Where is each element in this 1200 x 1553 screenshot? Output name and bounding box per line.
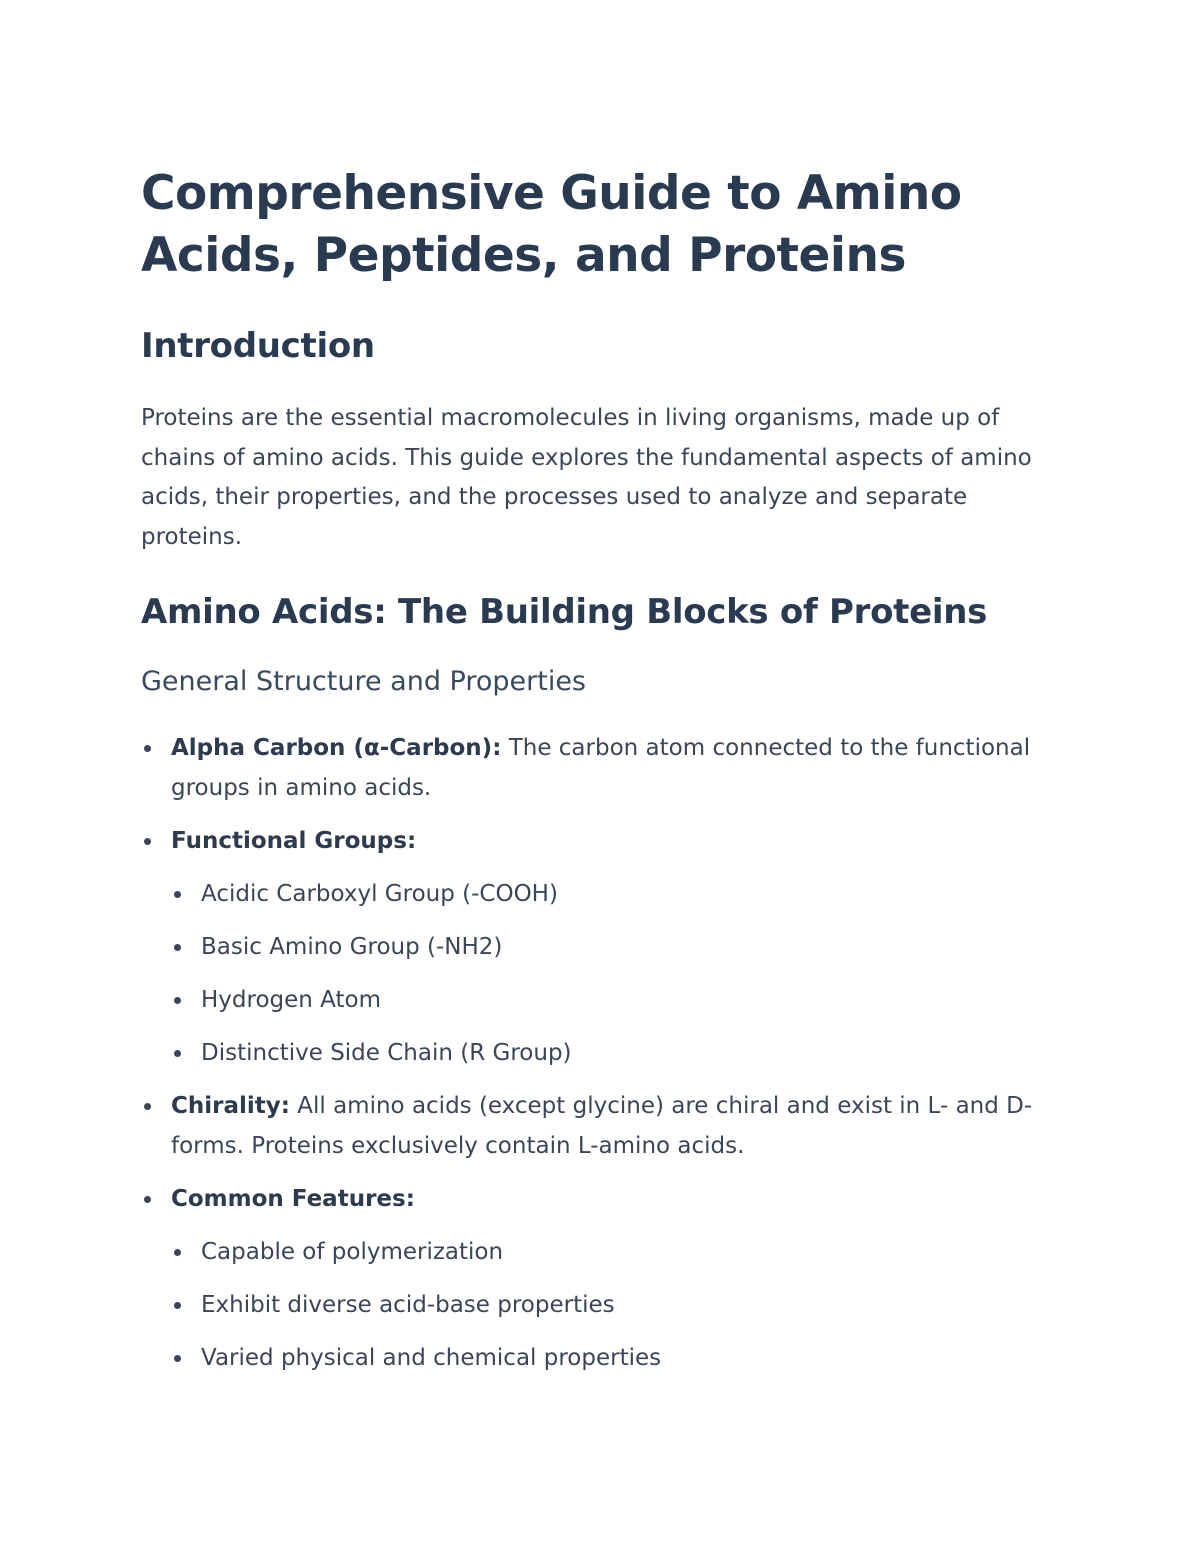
term-chirality: Chirality: [171, 1093, 290, 1119]
properties-list [141, 728, 1060, 1378]
description-chirality: All amino acids (except glycine) are chiral and exist in L- and D-forms. Proteins exclusively contain L-amino acids. [171, 1093, 1033, 1159]
list-item-chirality [141, 1086, 1060, 1166]
functional-groups-sublist [171, 874, 1060, 1073]
sublist-item: Distinctive Side Chain (R Group) [171, 1033, 1060, 1073]
list-item-alpha-carbon [141, 728, 1060, 808]
document-title: Comprehensive Guide to Amino Acids, Peptides, and Proteins [141, 166, 962, 283]
sublist-item: Capable of polymerization [171, 1232, 1060, 1272]
general-structure-subheading: General Structure and Properties [141, 666, 586, 697]
description-alpha-carbon: The carbon atom connected to the functional groups in amino acids. [171, 735, 1031, 801]
amino-acids-heading: Amino Acids: The Building Blocks of Proteins [141, 592, 988, 632]
introduction-heading: Introduction [141, 326, 375, 366]
term-functional-groups: Functional Groups: [171, 828, 417, 854]
term-common-features: Common Features: [171, 1186, 415, 1212]
sublist-item: Hydrogen Atom [171, 980, 1060, 1020]
sublist-item: Varied physical and chemical properties [171, 1338, 1060, 1378]
common-features-sublist [171, 1232, 1060, 1378]
term-alpha-carbon: Alpha Carbon (α-Carbon): [171, 735, 502, 761]
sublist-item: Acidic Carboxyl Group (-COOH) [171, 874, 1060, 914]
list-item-common-features [141, 1179, 1060, 1378]
introduction-paragraph: Proteins are the essential macromolecules in living organisms, made up of chains of amino acids. This guide explores the fundamental aspects of amino acids, their properties, and the processes used to analyze and separate proteins. [141, 405, 1032, 550]
sublist-item: Basic Amino Group (-NH2) [171, 927, 1060, 967]
list-item-functional-groups [141, 821, 1060, 1073]
sublist-item: Exhibit diverse acid-base properties [171, 1285, 1060, 1325]
